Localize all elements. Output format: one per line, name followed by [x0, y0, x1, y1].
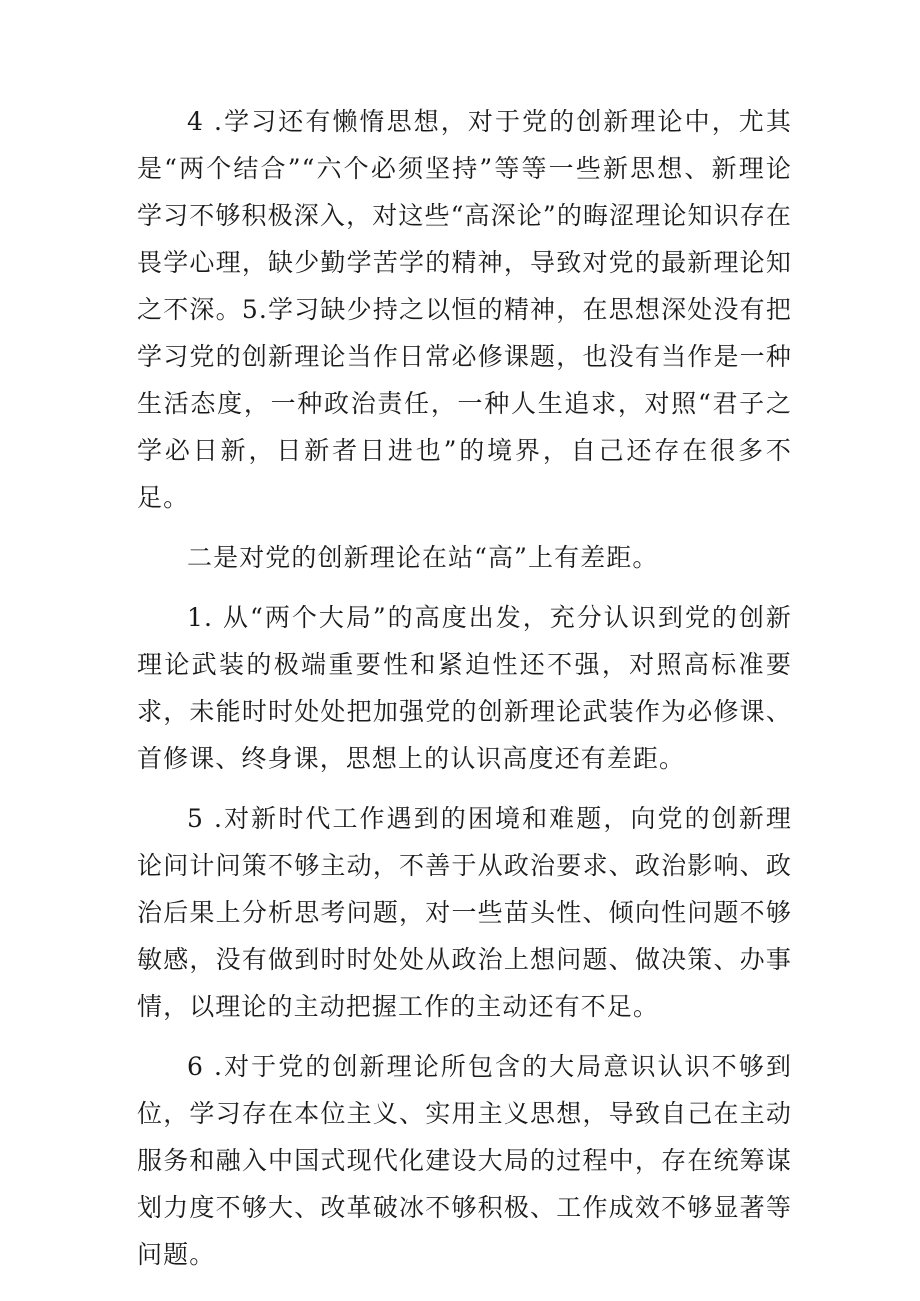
paragraph-item-6: 6 .对于党的创新理论所包含的大局意识认识不够到位，学习存在本位主义、实用主义思想，导致自己在主动服务和融入中国式现代化建设大局的过程中，存在统筹谋划力度不够大、改革破冰不够积极、工作成效不够显著等问题。	[137, 1052, 792, 1269]
section-heading-two: 二是对党的创新理论在站“高”上有差距。	[187, 543, 659, 572]
paragraph-item-4-and-5: 4 .学习还有懒惰思想，对于党的创新理论中，尤其是“两个结合”“六个必须坚持”等等一些新思想、新理论学习不够积极深入，对这些“高深论”的晦涩理论知识存在畏学心理，缺少勤学苦学的精神，导致对党的最新理论知之不深。5.学习缺少持之以恒的精神，在思想深处没有把学习党的创新理论当作日常必修课题，也没有当作是一种生活态度，一种政治责任，一种人生追求，对照“君子之学必日新，日新者日进也”的境界，自己还存在很多不足。	[137, 107, 792, 512]
paragraph-item-1: 1. 从“两个大局”的高度出发，充分认识到党的创新理论武装的极端重要性和紧迫性还不强，对照高标准要求，未能时时处处把加强党的创新理论武装作为必修课、首修课、终身课，思想上的认识高度还有差距。	[137, 603, 792, 773]
paragraph-item-5: 5 .对新时代工作遇到的困境和难题，向党的创新理论问计问策不够主动，不善于从政治要求、政治影响、政治后果上分析思考问题，对一些苗头性、倾向性问题不够敏感，没有做到时时处处从政治上想问题、做决策、办事情，以理论的主动把握工作的主动还有不足。	[137, 804, 792, 1021]
document-body	[137, 98, 792, 1278]
